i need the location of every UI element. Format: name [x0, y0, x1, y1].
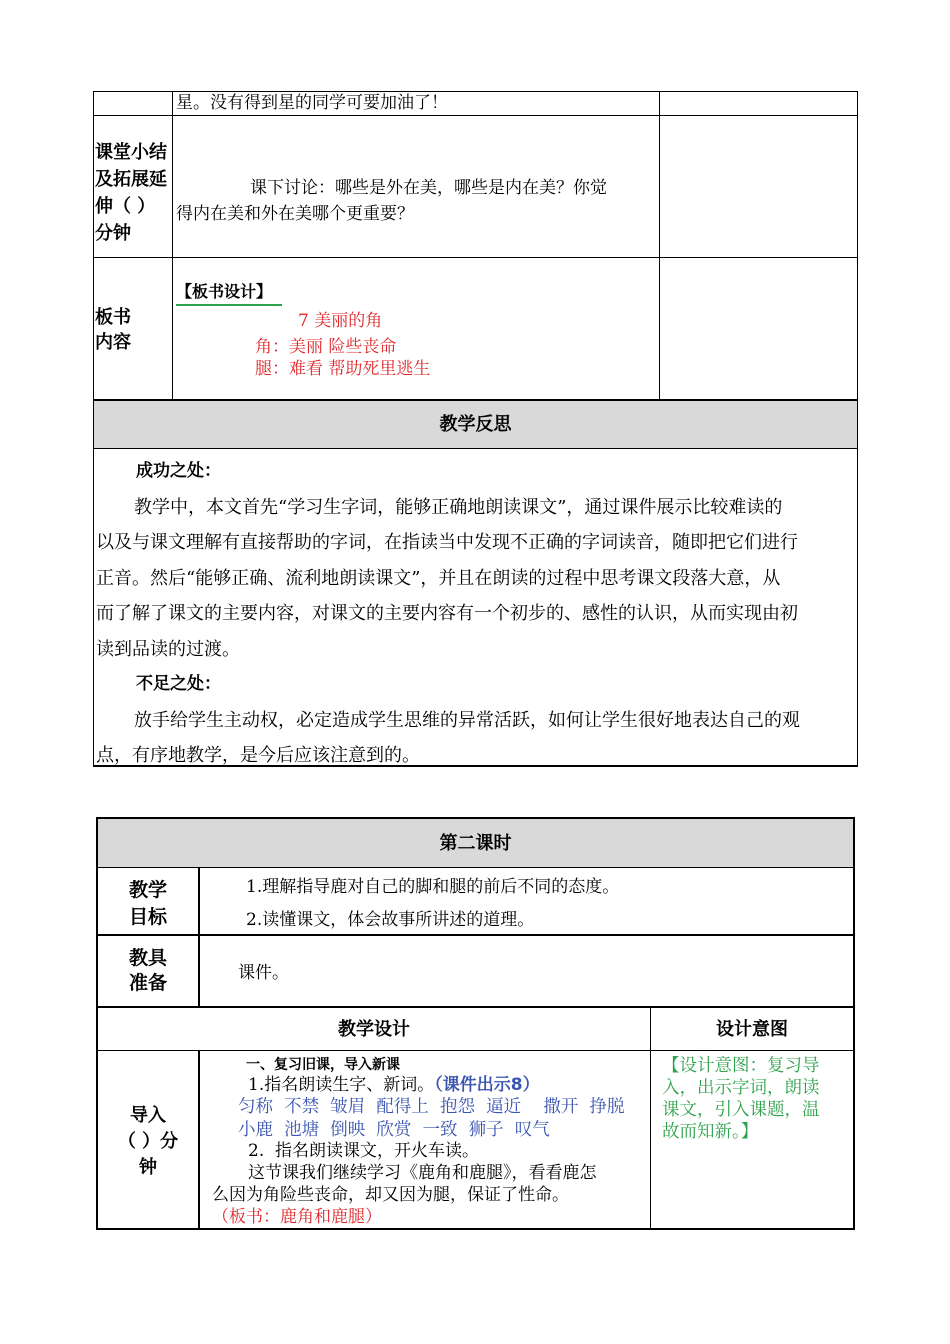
board-label: 板书 内容 — [95, 307, 131, 353]
board-line-2: 腿：难看 帮助死里逃生 — [255, 359, 431, 379]
design-intent: 【设计意图：复习导 入，出示字词，朗读 课文，引入课题，温 故而知新。】 — [662, 1056, 820, 1142]
lesson-header: 第二课时 — [439, 833, 512, 854]
intro-heading: 一、复习旧课，导入新课 — [246, 1057, 400, 1073]
reflection-header: 教学反思 — [439, 414, 512, 435]
goal-item-1: 1.理解指导鹿对自己的脚和腿的前后不同的态度。 — [246, 877, 620, 897]
summary-content: 课下讨论：哪些是外在美，哪些是内在美？你觉 得内在美和外在美哪个更重要？ — [176, 178, 607, 224]
continued-text: 星。没有得到星的同学可要加油了！ — [176, 93, 448, 113]
goal-item-2: 2.读懂课文，体会故事所讲述的道理。 — [246, 910, 535, 930]
intro-step-1: 1.指名朗读生字、新词。（课件出示8） — [248, 1075, 540, 1095]
intro-step-2: 2. 指名朗读课文，开火车读。 — [248, 1141, 480, 1161]
shortcoming-label: 不足之处： — [136, 674, 221, 694]
board-line-1: 角：美丽 险些丧命 — [255, 337, 397, 357]
success-label: 成功之处： — [136, 461, 221, 481]
summary-label: 课堂小结 及拓展延 伸（ ） 分钟 — [95, 142, 167, 244]
board-note: （板书：鹿角和鹿腿） — [212, 1207, 382, 1227]
tools-text: 课件。 — [238, 963, 289, 983]
intro-para-line-1: 这节课我们继续学习《鹿角和鹿腿》，看看鹿怎 — [248, 1163, 597, 1183]
goals-label: 教学 目标 — [128, 879, 167, 928]
intent-header: 设计意图 — [716, 1019, 788, 1040]
board-heading: 【板书设计】 — [176, 280, 282, 306]
design-header: 教学设计 — [338, 1019, 410, 1040]
board-title: 7 美丽的角 — [298, 311, 383, 331]
vocab-line-2: 小鹿 池塘 倒映 欣赏 一致 狮子 叹气 — [238, 1120, 550, 1140]
intro-para-line-2: 么因为角险些丧命，却又因为腿，保证了性命。 — [212, 1185, 569, 1205]
intro-label: 导入 （ ）分 钟 — [117, 1105, 179, 1178]
reflection-body: 成功之处： 教学中，本文首先“学习生字词，能够正确地朗读课文”，通过课件展示比较难读的 以及与课文理解有直接帮助的字词，在指读当中发现不正确的字词读音，随即把它们进行 正音。然后“能够正确、流利地朗读课文”，并且在朗读的过程中思考课文段落大意，从 而了解了课文的主要内容，对课文的主要内容有一个初步的、感性的认识，从而实现由初 读到品读的过渡。 不足之处： 放手给学生主动权，必定造成学生思维的异常活跃，如何让学生很好地表达自己的观 点，有序地教学，是今后应该注意到的。 — [96, 454, 842, 774]
courseware-note: （课件出示8） — [434, 1075, 540, 1095]
tools-label: 教具 准备 — [128, 947, 167, 994]
vocab-line-1: 匀称 不禁 皱眉 配得上 抱怨 逼近 撒开 挣脱 — [238, 1097, 625, 1117]
